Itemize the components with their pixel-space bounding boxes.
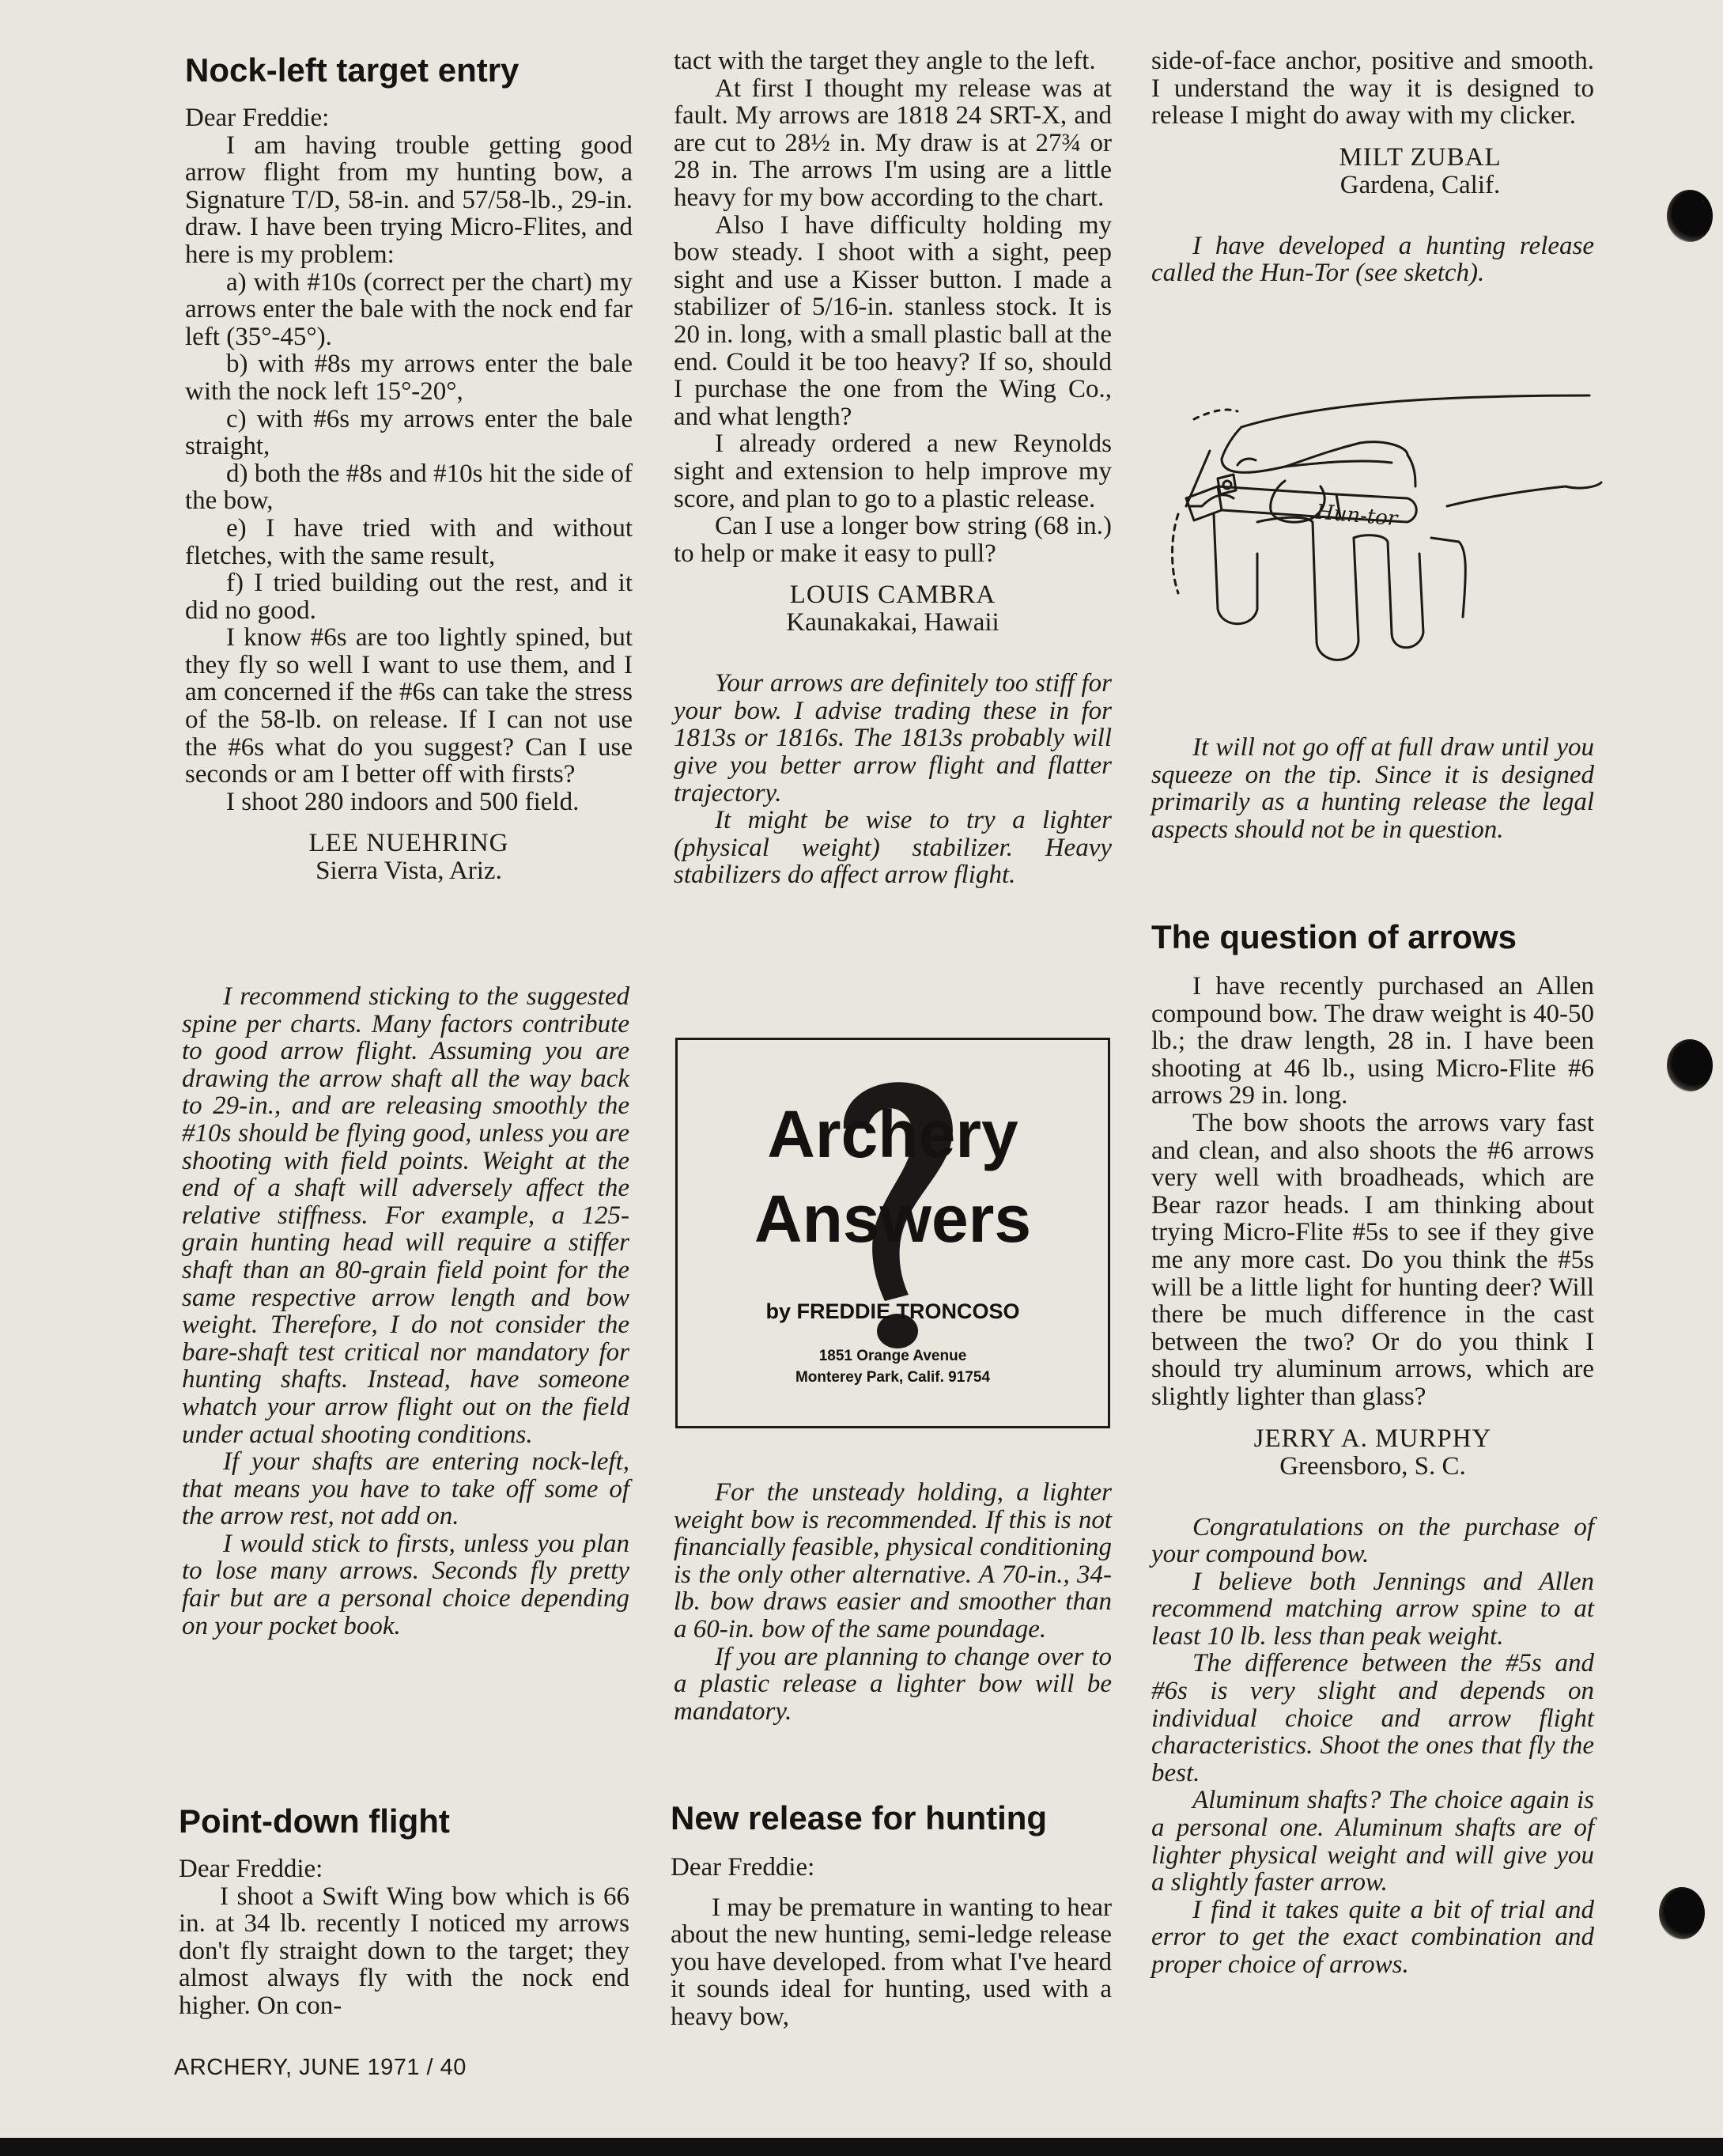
salutation: Dear Freddie: [179,1855,323,1883]
binder-hole-icon [1667,1039,1713,1091]
answer-paragraph: Congratulations on the purchase of your compound bow. [1151,1512,1594,1569]
question-mark-graphic [678,1040,1108,1426]
binder-hole-icon [1659,1887,1705,1939]
paragraph: Also I have difficulty holding my bow steady. I shoot with a sight, peep sight and use a Kisser button. I made a stabilizer of 5/16-in. stanless stock. It is 20 in. long, with a small plastic ball at the end. Could it be too heavy? If so, should I purchase the one from the Wing Co., and what length? [674,210,1112,431]
answer-paragraph: Aluminum shafts? The choice again is a personal one. Aluminum shafts are of lighter physical weight and will give you a slightly faster arrow. [1151,1786,1594,1897]
signature-place: Greensboro, S. C. [1279,1451,1466,1481]
column-3-top [1151,47,1594,287]
answer-paragraph: If your shafts are entering nock-left, that means you have to take off some of the arrow rest, not add on. [182,1447,629,1531]
answer-paragraph: It might be wise to try a lighter (physical weight) stabilizer. Heavy stabilizers do affect arrow flight. [674,806,1112,890]
title-line-2: Answers [754,1182,1032,1256]
answer-3b [1151,734,1594,843]
answer-2b [674,1479,1112,1725]
sketch-label: Hun-tor [1314,500,1399,531]
answer-paragraph: I recommend sticking to the suggested spine per charts. Many factors contribute to good arrow flight. Assuming you are drawing the arrow shaft all the way back to 29-in., and are releasing smoothly the #10s should be flying good, unless you are shooting with field points. Weight at the end of a shaft will adversely affect the relative stiffness. For example, a 125-grain hunting head will require a stiffer shaft than an 80-grain field point for the same respective arrow length and bow weight. Therefore, I do not consider the bare-shaft test critical nor mandatory for hunting shafts. Instead, have someone whatch your arrow flight out on the field under actual shooting conditions. [182,982,629,1449]
paragraph: b) with #8s my arrows enter the bale with the nock left 15°-20°, [185,350,633,406]
signature-block [185,830,633,885]
salutation: Dear Freddie: [671,1853,815,1882]
column-3-mid [1151,973,1594,1979]
signature-name: LEE NUEHRING [308,829,509,858]
paragraph: I know #6s are too lightly spined, but they fly so well I want to use them, and I am concerned if the #6s can take the stress of the 58-lb. on release. If I can not use the #6s what do you suggest? Can I use seconds or am I better off with firsts? [185,623,633,789]
answer-paragraph: If you are planning to change over to a plastic release a lighter bow will be mandatory. [674,1642,1112,1726]
signature-place: Kaunakakai, Hawaii [786,608,999,637]
title-line-1: Archery [767,1097,1018,1171]
byline: by FREDDIE TRONCOSO [765,1299,1020,1323]
column-1-top [185,104,633,885]
answer-paragraph: Your arrows are definitely too stiff for your bow. I advise trading these in for 1813s or 1816s. The 1813s probably will give you better arrow flight and flatter trajectory. [674,669,1112,808]
paragraph: I already ordered a new Reynolds sight and extension to help improve my score, and plan to go to a plastic release. [674,429,1112,513]
paragraph: a) with #10s (correct per the chart) my arrows enter the bale with the nock end far left (35°-45°). [185,267,633,351]
address-line-1: 1851 Orange Avenue [818,1348,967,1364]
paragraph: I shoot 280 indoors and 500 field. [226,787,580,816]
paragraph: c) with #6s my arrows enter the bale straight, [185,404,633,461]
paragraph: e) I have tried with and without fletches, with the same result, [185,513,633,570]
paragraph: f) I tried building out the rest, and it did no good. [185,569,633,625]
paragraph: I may be premature in wanting to hear about the new hunting, semi-ledge release you have developed. from what I've heard it sounds ideal for hunting, used with a heavy bow, [671,1893,1112,2031]
archery-answers-logo-box [675,1038,1110,1428]
paragraph: d) both the #8s and #10s hit the side of the bow, [185,459,633,516]
answer-paragraph: I find it takes quite a bit of trial and error to get the exact combination and proper choice of arrows. [1151,1895,1594,1979]
column-1-bottom [179,1855,629,2020]
answer-1 [182,983,629,1640]
binder-hole-icon [1667,190,1713,242]
signature-name: MILT ZUBAL [1339,142,1502,172]
paragraph: I am having trouble getting good arrow flight from my hunting bow, a Signature T/D, 58-in. and 57/58-lb., 29-in. draw. I have been trying Micro-Flites, and here is my problem: [185,130,633,269]
signature-block [674,581,1112,637]
signature-name: JERRY A. MURPHY [1253,1424,1492,1453]
answer-paragraph: It will not go off at full draw until you squeeze on the tip. Since it is designed primarily as a hunting release the legal aspects should not be in question. [1151,733,1594,844]
answer-paragraph: I have developed a hunting release called the Hun-Tor (see sketch). [1151,231,1594,288]
salutation: Dear Freddie: [185,104,330,132]
page-footer: ARCHERY, JUNE 1971 / 40 [174,2055,467,2080]
paragraph: At first I thought my release was at fault. My arrows are 1818 24 SRT-X, and are cut to 28½ in. My draw is at 27¾ or 28 in. The arrows I'm using are a little heavy for my bow according to the chart. [674,74,1112,212]
heading-nock-left: Nock-left target entry [185,51,520,89]
heading-point-down: Point-down flight [179,1802,450,1840]
column-2-top [674,47,1112,889]
paragraph: tact with the target they angle to the left. [674,47,1096,75]
scan-edge [0,2138,1723,2156]
paragraph: side-of-face anchor, positive and smooth. I understand the way it is designed to release I might do away with my clicker. [1151,47,1594,130]
paragraph: I have recently purchased an Allen compound bow. The draw weight is 40-50 lb.; the draw length, 28 in. I have been shooting at 46 lb., using Micro-Flite #6 arrows 29 in. long. [1151,972,1594,1110]
hun-tor-release-sketch [1147,380,1605,688]
signature-place: Gardena, Calif. [1339,170,1501,199]
paragraph: The bow shoots the arrows vary fast and clean, and also shoots the #6 arrows very well with broadheads, which are Bear razor heads. I am thinking about trying Micro-Flite #5s to see if they give me any more cast. Do you think the #5s will be a little light for hunting deer? Will there be much difference in the cast between the two? Or do you think I should try aluminum arrows, which are slightly lighter than glass? [1151,1108,1594,1411]
signature-place: Sierra Vista, Ariz. [316,857,502,886]
address-line-2: Monterey Park, Calif. 91754 [795,1369,991,1386]
signature-block [1151,1425,1594,1481]
paragraph: I shoot a Swift Wing bow which is 66 in. at 34 lb. recently I noticed my arrows don't fly straight down to the target; they almost always fly with the nock end higher. On con- [179,1882,629,2020]
heading-question-of-arrows: The question of arrows [1151,918,1517,955]
signature-name: LOUIS CAMBRA [789,581,996,610]
answer-paragraph: I would stick to firsts, unless you plan to lose many arrows. Seconds fly pretty fair but are a personal choice depending on your pocket book. [182,1529,629,1640]
signature-block [1151,144,1594,199]
answer-paragraph: For the unsteady holding, a lighter weight bow is recommended. If this is not financially feasible, physical conditioning is the only other alternative. A 70-in., 34-lb. bow draws easier and smoother than a 60-in. bow of the same poundage. [674,1478,1112,1643]
paragraph: Can I use a longer bow string (68 in.) to help or make it easy to pull? [674,512,1112,568]
heading-new-release: New release for hunting [671,1799,1048,1836]
column-2-bottom [671,1854,1112,2031]
answer-paragraph: I believe both Jennings and Allen recommend matching arrow spine to at least 10 lb. less than peak weight. [1151,1567,1594,1651]
answer-paragraph: The difference between the #5s and #6s is very slight and depends on individual choice and arrow flight characteristics. Shoot the ones that fly the best. [1151,1649,1594,1787]
